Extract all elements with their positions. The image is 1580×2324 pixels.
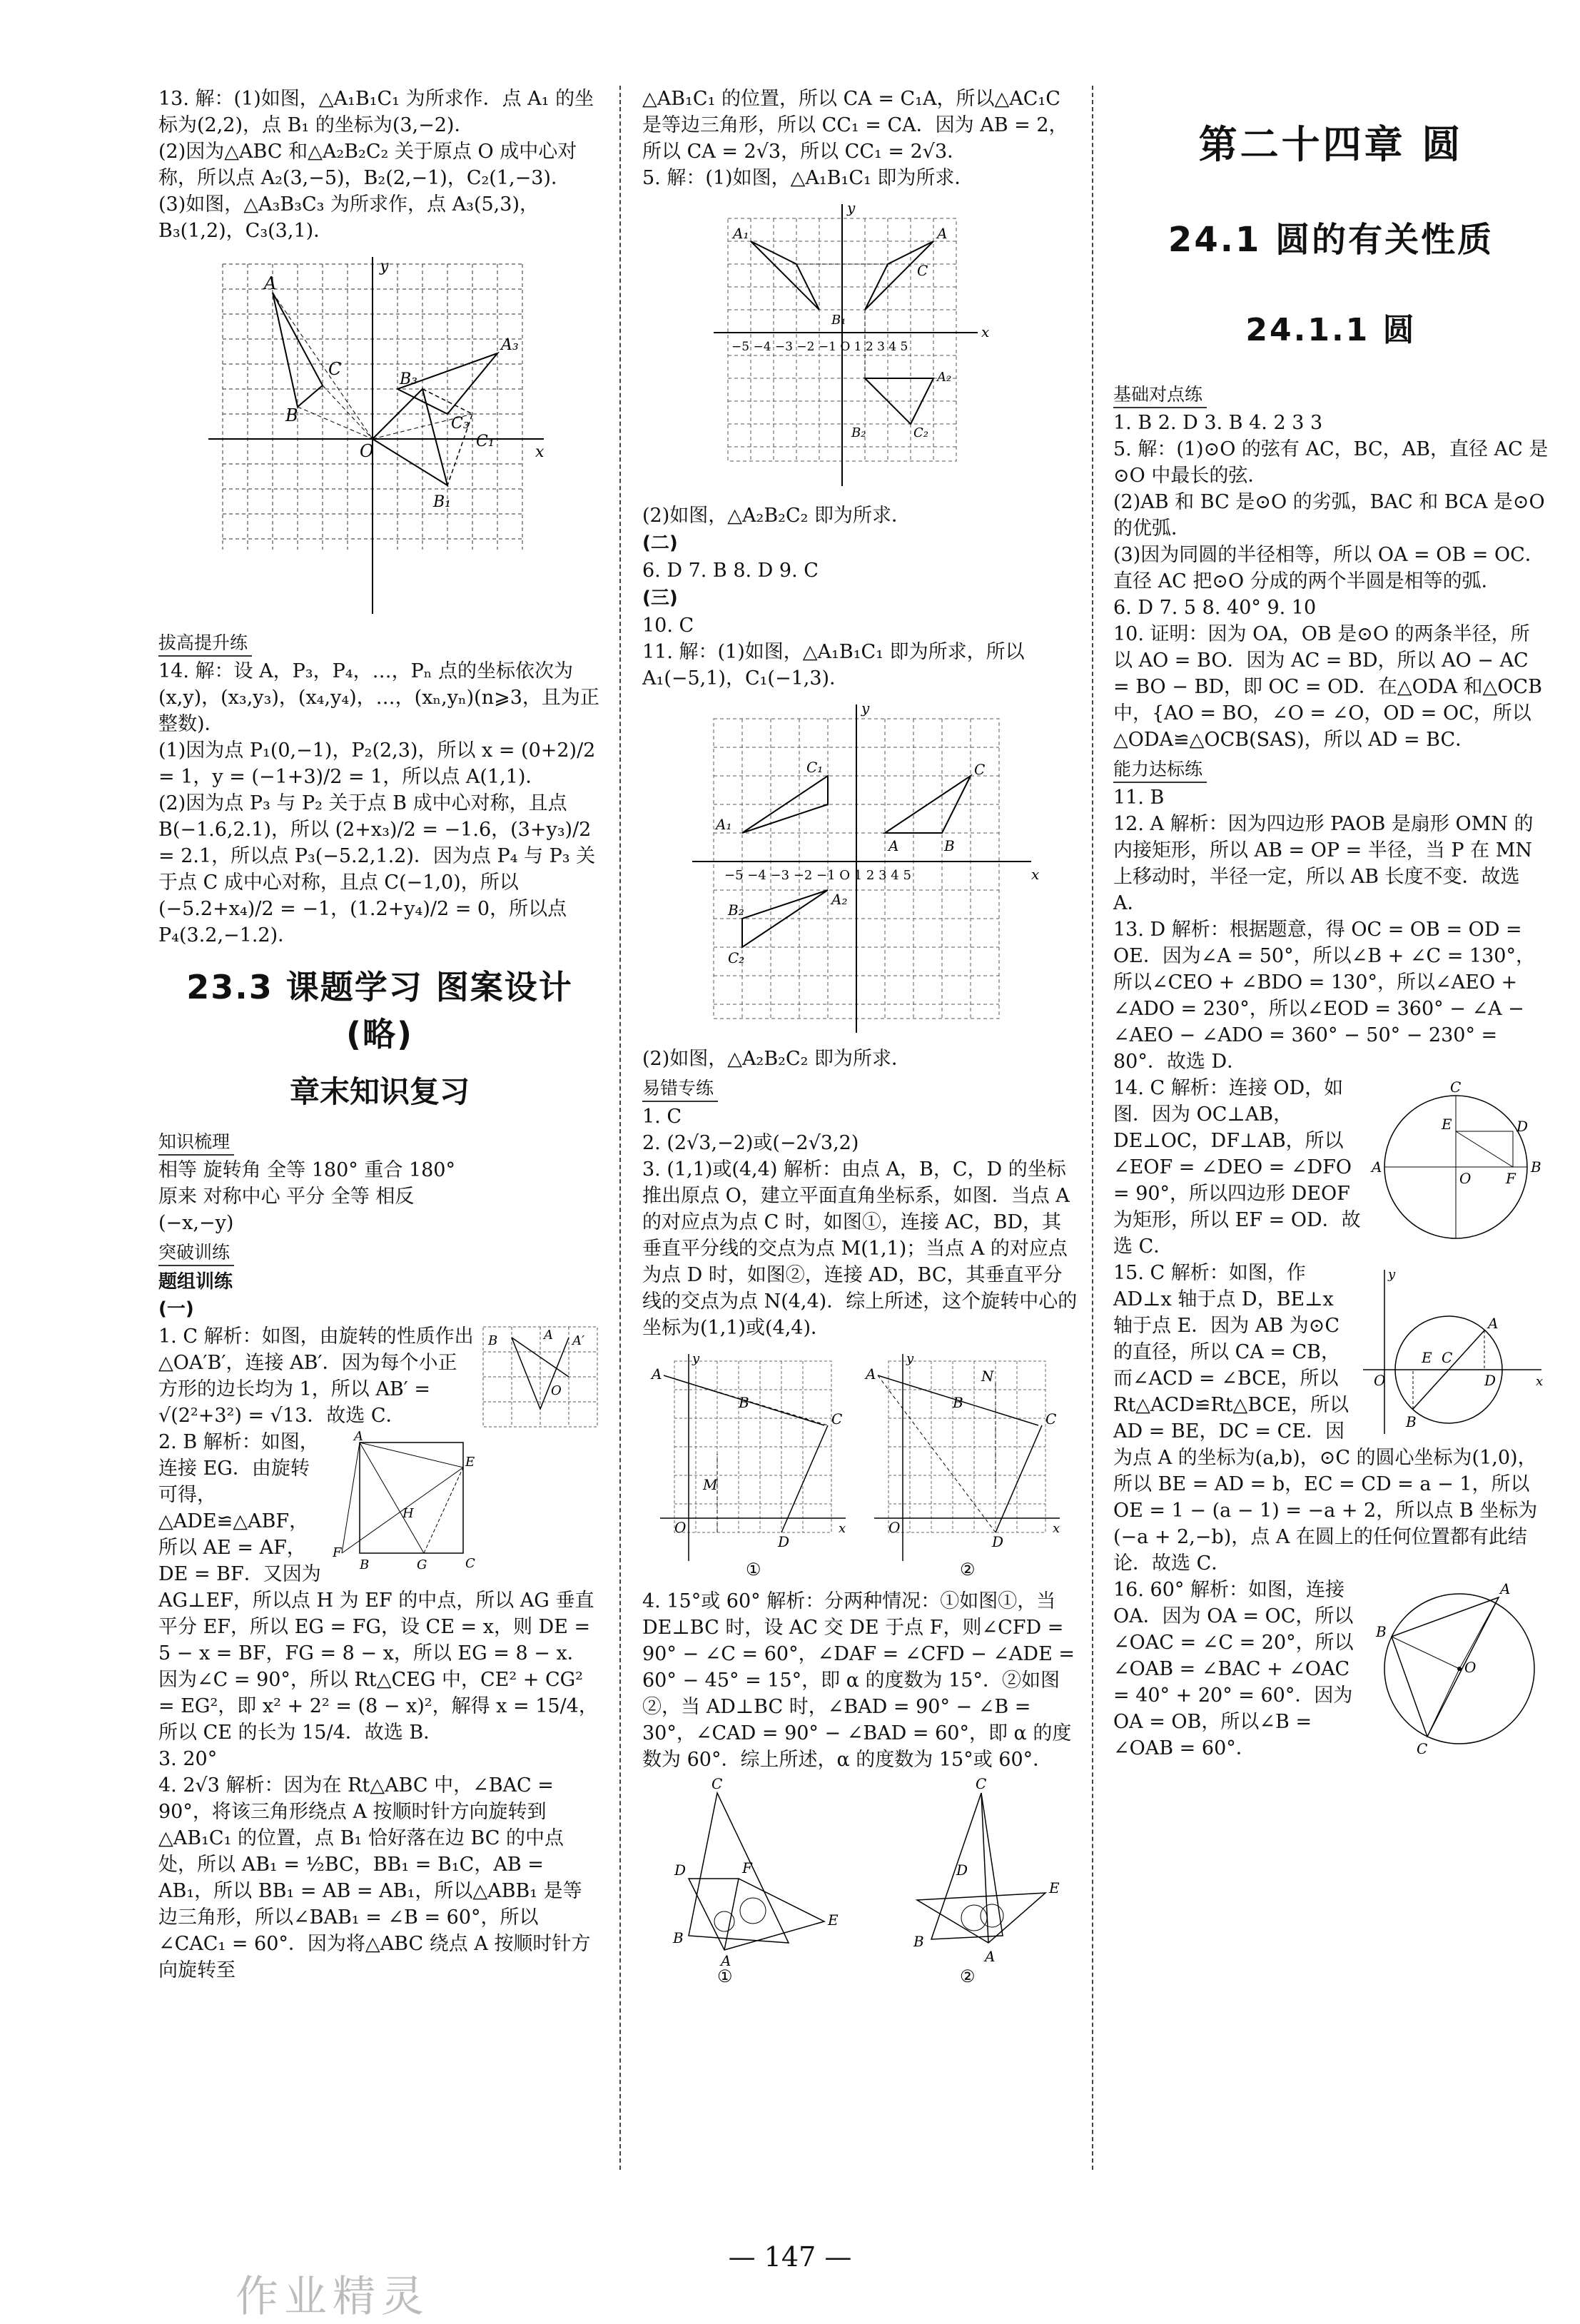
svg-text:C: C xyxy=(976,1775,987,1792)
svg-text:A: A xyxy=(985,1948,996,1965)
answer2-square-figure xyxy=(331,1429,475,1575)
svg-text:C: C xyxy=(711,1775,723,1792)
divider-2 xyxy=(1092,86,1093,2170)
zhishi-line1: 相等 旋转角 全等 180° 重合 180° xyxy=(158,1159,455,1181)
answer-11-part2: (2)如图，△A₂B₂C₂ 即为所求． xyxy=(642,1048,911,1070)
svg-text:y: y xyxy=(1388,1267,1396,1282)
section-yicuo: 易错专练 xyxy=(642,1076,718,1102)
svg-text:F: F xyxy=(1506,1170,1516,1187)
ability-13: 13. D 解析：根据题意，得 OC = OB = OD = OE．因为∠A = 50°，所以∠B + ∠C = 130°，所以∠CEO + ∠BDO = 130°，所以∠AEO + ∠ADO = 230°，所以∠EOD = 360° − ∠A − ∠AEO − ∠ADO = 360° − 50° − 230° = 80°．故选 D． xyxy=(1113,919,1535,1073)
answer-4: 4. 2√3 解析：因为在 Rt△ABC 中，∠BAC = 90°，将该三角形绕点 A 按顺时针方向旋转到△AB₁C₁ 的位置，点 B₁ 恰好落在边 BC 的中点处，所以 AB₁ = ½BC，BB₁ = B₁C，AB = AB₁，所以 BB₁ = AB = AB₁，所以△ABB₁ 是等边三角形，所以∠BAB₁ = ∠B = 60°，所以∠CAC₁ = 60°．因为将△ABC 绕点 A 按顺时针方向旋转至 xyxy=(158,1774,591,1981)
svg-text:C: C xyxy=(974,761,986,778)
svg-text:A: A xyxy=(888,837,899,854)
svg-text:A′: A′ xyxy=(572,1333,585,1348)
svg-text:E: E xyxy=(828,1911,839,1929)
q14-part2: (2)因为点 P₃ 与 P₂ 关于点 B 成中心对称，且点 B(−1.6,2.1)，所以 (2+x₃)/2 = −1.6，(3+y₃)/2 = 2.1，所以点 P₃(−5.2,1.2)．因为点 P₄ 与 P₃ 关于点 C 成中心对称，且点 C(−1,0)，所以 (−5.2+x₄)/2 = −1，(1.2+y₄)/2 = 0，所以点 P₄(3.2,−1.2)． xyxy=(158,792,596,946)
q13-text: 13. 解：(1)如图，△A₁B₁C₁ 为所求作．点 A₁ 的坐标为(2,2)，点 B₁ 的坐标为(3,−2)． xyxy=(158,88,594,136)
svg-text:E: E xyxy=(1049,1879,1060,1896)
svg-text:C: C xyxy=(328,359,342,379)
svg-text:A: A xyxy=(937,225,948,242)
error-4: 4. 15°或 60° 解析：分两种情况：①如图①，当 DE⊥BC 时，设 AC 交 DE 于点 F，则∠CFD = 90° − ∠C = 60°，∠DAF = ∠CFD − ∠ADE = 60° − 45° = 15°，即 α 的度数为 15°．②如图②，当 AD⊥BC 时，∠BAD = 90° − ∠B = 30°，∠CAD = 90° − ∠BAD = 60°，即 α 的度数为 60°．综上所述，α 的度数为 15°或 60°． xyxy=(642,1590,1075,1771)
ability-14: 14. C 解析：连接 OD，如图．因为 OC⊥AB，DE⊥OC，DF⊥AB，所以∠EOF = ∠DEO = ∠DFO = 90°，所以四边形 DEOF 为矩形，所以 EF = OD．故选 C． xyxy=(1113,1077,1361,1258)
basic-6-9: 6. D 7. 5 8. 40° 9. 10 xyxy=(1113,597,1317,619)
svg-text:A: A xyxy=(652,1365,662,1383)
svg-text:x: x xyxy=(1031,866,1040,883)
svg-text:B: B xyxy=(739,1394,749,1411)
svg-text:B: B xyxy=(1376,1623,1387,1640)
fig-label-2: ② xyxy=(960,1560,976,1580)
svg-text:x: x xyxy=(981,323,990,340)
error-3: 3. (1,1)或(4,4) 解析：由点 A，B，C，D 的坐标推出原点 O，建立平面直角坐标系，如图．当点 A 的对应点为点 C 时，如图①，连接 AC，BD，其垂直平分线的交点为点 M(1,1)；当点 A 的对应点为点 D 时，如图②，连接 AD，BC，其垂直平分线的交点为点 N(4,4)．综上所述，这个旋转中心的坐标为(1,1)或(4,4)． xyxy=(642,1158,1078,1339)
answer-11: 11. 解：(1)如图，△A₁B₁C₁ 即为所求，所以 A₁(−5,1)，C₁(−1,3)． xyxy=(642,641,1025,689)
svg-text:A₁: A₁ xyxy=(733,225,749,242)
answer11-grid-figure xyxy=(674,697,1045,1040)
ability-11: 11. B xyxy=(1113,787,1165,809)
section-tizu: 题组训练 xyxy=(158,1271,233,1293)
subsection-title: 24.1.1 圆 xyxy=(1245,312,1417,348)
basic-10: 10. 证明：因为 OA，OB 是⊙O 的两条半径，所以 AO = BO．因为 AC = BD，所以 AO − AC = BO − BD，即 OC = OD．在△ODA 和△OCB 中，{AO = BO，∠O = ∠O，OD = OC，所以△ODA≌△OCB(SAS)，所以 AD = BC． xyxy=(1113,623,1542,751)
answer-10: 10. C xyxy=(642,615,694,637)
svg-text:C₁: C₁ xyxy=(806,759,824,776)
q13-part3: (3)如图，△A₃B₃C₃ 为所求作，点 A₃(5,3)，B₃(1,2)，C₃(3,1)． xyxy=(158,193,539,242)
section-title: 24.1 圆的有关性质 xyxy=(1168,220,1494,260)
ability-15: 15. C 解析：如图，作 AD⊥x 轴于点 D，BE⊥x 轴于点 E．因为 AB 为⊙C 的直径，所以 CA = CB，而∠ACD = ∠BCE，所以 Rt△ACD≌Rt△BCE，所以 AD = BE，DC = CE．因为点 A 的坐标为(a,b)，⊙C 的圆心坐标为(1,0)，所以 BE = AD = b，EC = CD = a − 1，所以 OE = 1 − (a − 1) = −a + 2，所以点 B 坐标为(−a + 2,−b)，点 A 在圆上的任何位置都有此结论．故选 C． xyxy=(1113,1262,1538,1575)
svg-text:C: C xyxy=(465,1556,475,1571)
svg-text:A: A xyxy=(354,1429,363,1444)
group-3: (三) xyxy=(642,587,678,609)
svg-text:y: y xyxy=(906,1351,914,1366)
basic-1-4: 1. B 2. D 3. B 4. 2 3 3 xyxy=(1113,412,1323,434)
svg-text:y: y xyxy=(380,258,389,276)
heading-chapter-review: 章末知识复习 xyxy=(289,1074,470,1109)
svg-text:B: B xyxy=(673,1929,684,1946)
answer-4-cont: △AB₁C₁ 的位置，所以 CA = C₁A，所以△AC₁C 是等边三角形，所以 CC₁ = CA．因为 AB = 2，所以 CA = 2√3，所以 CC₁ = 2√3． xyxy=(642,88,1068,163)
svg-text:B₂: B₂ xyxy=(728,901,744,919)
svg-text:−5 −4 −3 −2 −1 O 1 2 3 4: −5 −4 −3 −2 −1 O 1 2 3 4 5 xyxy=(724,868,911,883)
svg-text:D: D xyxy=(992,1533,1004,1550)
svg-text:A: A xyxy=(866,1365,876,1383)
fig-label-2b: ② xyxy=(960,1966,976,1986)
fig-label-1b: ① xyxy=(717,1966,733,1986)
svg-text:D: D xyxy=(674,1861,687,1879)
svg-text:A: A xyxy=(544,1328,553,1343)
q13-part2: (2)因为△ABC 和△A₂B₂C₂ 关于原点 O 成中心对称，所以点 A₂(3,−5)，B₂(2,−1)，C₂(1,−3)． xyxy=(158,141,577,189)
basic-5: 5. 解：(1)⊙O 的弦有 AC，BC，AB，直径 AC 是⊙O 中最长的弦． xyxy=(1113,438,1549,487)
svg-text:D: D xyxy=(956,1861,968,1879)
answer-3: 3. 20° xyxy=(158,1748,218,1770)
svg-text:x: x xyxy=(535,443,545,461)
svg-text:A: A xyxy=(721,1952,731,1969)
svg-text:B: B xyxy=(285,405,298,425)
watermark-logo: 作业精灵 xyxy=(236,2272,430,2322)
basic-5-part3: (3)因为同圆的半径相等，所以 OA = OB = OC．直径 AC 把⊙O 分成的两个半圆是相等的弧． xyxy=(1113,544,1544,592)
svg-text:B: B xyxy=(913,1933,924,1950)
basic-5-part2: (2)AB 和 BC 是⊙O 的劣弧，BAC 和 BCA 是⊙O 的优弧． xyxy=(1113,491,1545,540)
answer-1: 1. C 解析：如图，由旋转的性质作出△OA′B′，连接 AB′．因为每个小正方形的边长均为 1，所以 AB′ = √(2²+3²) = √13．故选 C． xyxy=(158,1325,474,1427)
svg-text:x: x xyxy=(1536,1374,1544,1389)
svg-text:B₁: B₁ xyxy=(831,313,846,328)
svg-text:x: x xyxy=(1053,1521,1060,1536)
ability-16: 16. 60° 解析：如图，连接 OA．因为 OA = OC，所以∠OAC = ∠C = 20°，所以∠OAB = ∠BAC + ∠OAC = 40° + 20° = 60°．因为 OA = OB，所以∠B = ∠OAB = 60°． xyxy=(1113,1579,1354,1759)
svg-text:B: B xyxy=(1406,1413,1417,1430)
answer-5-part2: (2)如图，△A₂B₂C₂ 即为所求． xyxy=(642,505,911,527)
svg-text:y: y xyxy=(847,199,856,216)
svg-text:O: O xyxy=(551,1383,562,1398)
svg-text:O: O xyxy=(888,1519,901,1536)
svg-text:F: F xyxy=(333,1545,342,1560)
error3-figures xyxy=(646,1347,1074,1582)
svg-text:F: F xyxy=(742,1859,752,1876)
svg-text:E: E xyxy=(465,1455,475,1470)
q13-grid-figure xyxy=(201,250,558,621)
svg-text:C₂: C₂ xyxy=(913,425,928,440)
svg-text:x: x xyxy=(839,1521,846,1536)
answer1-grid-figure xyxy=(480,1323,601,1430)
svg-text:B₁: B₁ xyxy=(433,493,451,511)
svg-text:A₃: A₃ xyxy=(501,336,519,354)
error-2: 2. (2√3,−2)或(−2√3,2) xyxy=(642,1132,859,1154)
svg-text:A₁: A₁ xyxy=(716,816,732,833)
svg-text:A: A xyxy=(1488,1315,1499,1332)
svg-text:C₁: C₁ xyxy=(476,433,495,450)
svg-text:G: G xyxy=(417,1557,427,1572)
q14-part1: (1)因为点 P₁(0,−1)，P₂(2,3)，所以 x = (0+2)/2 = 1，y = (−1+3)/2 = 1，所以点 A(1,1)． xyxy=(158,739,596,788)
svg-text:y: y xyxy=(861,699,870,717)
error-1: 1. C xyxy=(642,1106,682,1128)
svg-text:C: C xyxy=(917,262,928,279)
svg-text:O: O xyxy=(360,441,374,461)
ability16-circle-figure xyxy=(1363,1580,1549,1758)
column-left xyxy=(158,86,601,1984)
svg-text:M: M xyxy=(703,1476,718,1493)
svg-text:C: C xyxy=(1045,1410,1057,1428)
answer-5: 5. 解：(1)如图，△A₁B₁C₁ 即为所求． xyxy=(642,167,974,189)
chapter-title: 第二十四章 圆 xyxy=(1198,122,1464,167)
svg-text:H: H xyxy=(402,1506,414,1521)
ability14-circle-figure xyxy=(1370,1078,1549,1256)
svg-text:D: D xyxy=(1516,1118,1529,1135)
section-nengli: 能力达标练 xyxy=(1113,757,1207,783)
svg-text:B: B xyxy=(360,1557,370,1572)
svg-text:C: C xyxy=(831,1410,843,1428)
heading-23-3: 23.3 课题学习 图案设计(略) xyxy=(186,968,573,1054)
svg-text:E: E xyxy=(1442,1116,1452,1133)
section-zhishi: 知识梳理 xyxy=(158,1130,234,1156)
fig-label-1: ① xyxy=(746,1560,761,1580)
svg-text:O: O xyxy=(1459,1170,1472,1187)
svg-text:A₂: A₂ xyxy=(937,370,952,385)
svg-text:D: D xyxy=(1484,1372,1497,1389)
svg-text:A: A xyxy=(264,273,277,293)
svg-text:C: C xyxy=(1417,1740,1428,1757)
svg-text:B: B xyxy=(953,1394,963,1411)
svg-text:E: E xyxy=(1422,1349,1432,1366)
section-jichu: 基础对点练 xyxy=(1113,383,1207,408)
error4-figures xyxy=(646,1775,1074,1986)
svg-text:O: O xyxy=(674,1519,687,1536)
answer5-grid-figure xyxy=(710,197,1010,497)
svg-text:N: N xyxy=(981,1368,994,1385)
group-1: (一) xyxy=(158,1298,194,1320)
column-middle xyxy=(642,86,1078,1991)
svg-text:y: y xyxy=(692,1351,700,1366)
section-tupo: 突破训练 xyxy=(158,1241,234,1266)
svg-text:B₂: B₂ xyxy=(851,425,866,440)
svg-text:A₂: A₂ xyxy=(831,891,848,908)
ability15-circle-figure xyxy=(1356,1263,1549,1441)
q14-text: 14. 解：设 A，P₃，P₄，…，Pₙ 点的坐标依次为(x,y)，(x₃,y₃)，(x₄,y₄)，…，(xₙ,yₙ)(n⩾3，且为正整数)． xyxy=(158,660,599,735)
svg-text:A: A xyxy=(1500,1580,1511,1597)
answer-2: 2. B 解析：如图，连接 EG．由旋转可得，△ADE≌△ABF，所以 AE = AF，DE = BF．又因为 AG⊥EF，所以点 H 为 EF 的中点，所以 AG 垂直平分 EF，所以 EG = FG，设 CE = x，则 DE = 5 − x = BF，FG = 8 − x，所以 EG = 8 − x．因为∠C = 90°，所以 Rt△CEG 中，CE² + CG² = EG²，即 x² + 2² = (8 − x)²，解得 x = 15/4，所以 CE 的长为 15/4．故选 B． xyxy=(158,1431,598,1744)
svg-text:D: D xyxy=(778,1533,790,1550)
svg-text:B: B xyxy=(944,837,955,854)
answers-6-9: 6. D 7. B 8. D 9. C xyxy=(642,560,819,582)
svg-text:C₂: C₂ xyxy=(728,949,745,966)
svg-text:−5 −4 −3 −2 −1 O 1 2 3 4 5: −5 −4 −3 −2 −1 O 1 2 3 4 5 xyxy=(731,340,908,354)
svg-text:B: B xyxy=(488,1333,498,1348)
svg-text:O: O xyxy=(1374,1372,1386,1389)
zhishi-line3: (−x,−y) xyxy=(158,1212,234,1234)
divider-1 xyxy=(619,86,621,2170)
svg-text:C₃: C₃ xyxy=(451,415,470,433)
ability-12: 12. A 解析：因为四边形 PAOB 是扇形 OMN 的内接矩形，所以 AB = OP = 半径，当 P 在 MN 上移动时，半径一定，所以 AB 长度不变．故选 A． xyxy=(1113,813,1534,914)
svg-text:C: C xyxy=(1442,1349,1453,1366)
svg-text:A: A xyxy=(1372,1158,1382,1176)
group-2: (二) xyxy=(642,532,678,554)
column-right xyxy=(1113,86,1549,1762)
section-tigao: 拔高提升练 xyxy=(158,631,252,657)
page-number: — 147 — xyxy=(728,2241,852,2273)
svg-text:B: B xyxy=(1531,1158,1541,1176)
svg-text:O: O xyxy=(1464,1659,1477,1676)
svg-text:C: C xyxy=(1450,1078,1462,1096)
zhishi-line2: 原来 对称中心 平分 全等 相反 xyxy=(158,1186,415,1208)
svg-text:B₃: B₃ xyxy=(400,370,417,388)
